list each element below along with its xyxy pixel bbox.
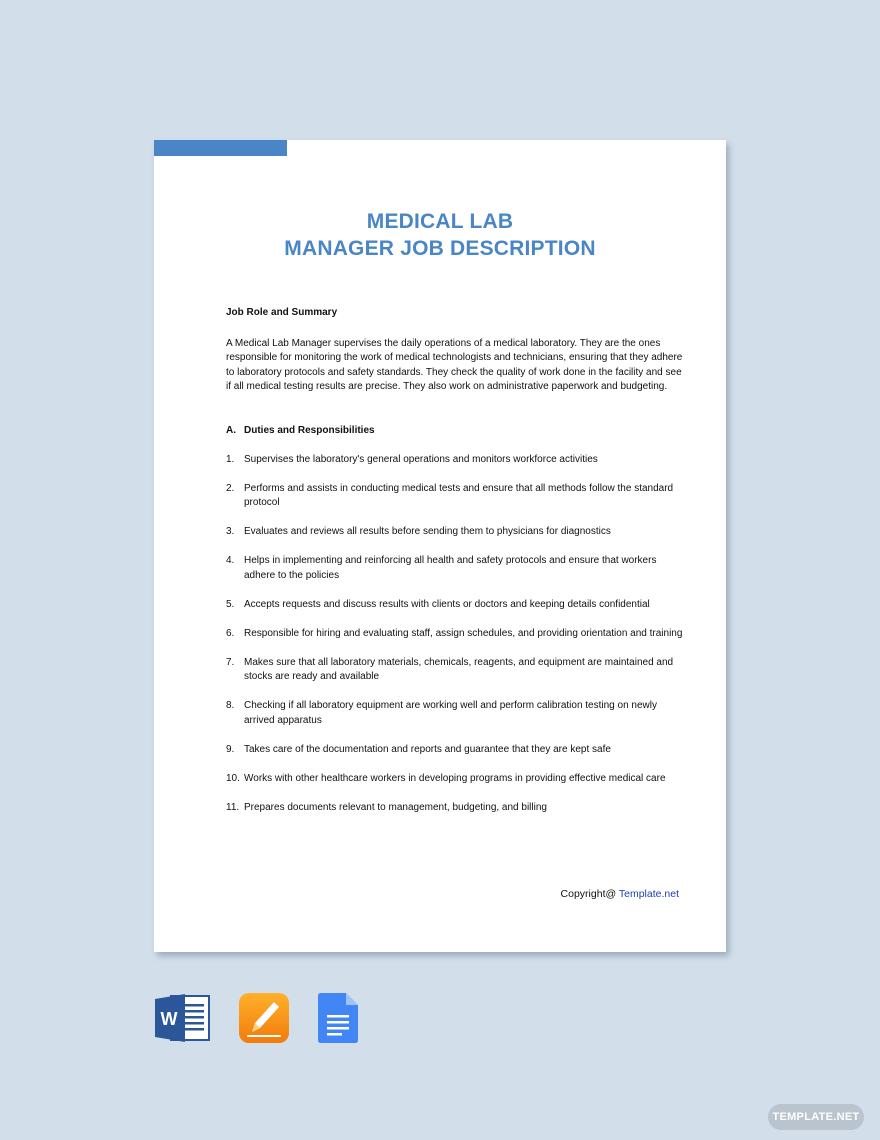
copyright-notice (561, 888, 679, 900)
title-line-2: MANAGER JOB DESCRIPTION (284, 237, 596, 260)
duties-heading (226, 424, 686, 439)
list-text: Accepts requests and discuss results with clients or doctors and keeping details confidential (244, 598, 650, 610)
list-text: Performs and assists in conducting medical tests and ensure that all methods follow the standard protocol (244, 482, 674, 508)
accent-bar (154, 140, 287, 156)
template-net-watermark: TEMPLATE.NET (768, 1104, 864, 1130)
list-item (226, 627, 686, 642)
duties-list (226, 453, 686, 816)
list-text: Helps in implementing and reinforcing all health and safety protocols and ensure that workers adhere to the policies (244, 555, 657, 581)
list-item (226, 525, 686, 540)
document-page (154, 140, 726, 952)
list-number: 11. (226, 801, 240, 813)
list-item (226, 598, 686, 613)
pages-icon[interactable] (239, 993, 289, 1043)
google-docs-icon[interactable] (318, 993, 358, 1043)
summary-paragraph: A Medical Lab Manager supervises the daily operations of a medical laboratory. They are the ones responsible for monitoring the work of medical technologists and technicians, ensuring that they adhere to laboratory protocols and safety standards. They check the quality of work done in the facility and see if all medical testing results are precise. They also work on administrative paperwork and budgeting. (226, 337, 683, 392)
copyright-link[interactable]: Template.net (618, 888, 679, 900)
list-item (226, 801, 686, 816)
duties-letter: A. (226, 424, 236, 436)
list-text: Evaluates and reviews all results before sending them to physicians for diagnostics (244, 526, 611, 537)
document-title (142, 208, 738, 262)
list-number: 3. (226, 526, 235, 537)
list-number: 4. (226, 555, 235, 566)
list-item (226, 743, 686, 758)
word-icon[interactable] (155, 993, 211, 1043)
list-text: Prepares documents relevant to management, budgeting, and billing (244, 801, 547, 813)
document-body (226, 306, 686, 815)
list-number: 10. (226, 772, 240, 784)
list-item (226, 699, 686, 728)
summary-heading: Job Role and Summary (226, 307, 338, 318)
list-item (226, 656, 686, 685)
list-item (226, 482, 686, 511)
list-number: 8. (226, 700, 235, 711)
list-text: Makes sure that all laboratory materials, chemicals, reagents, and equipment are maintained and stocks are ready and available (244, 656, 674, 682)
list-text: Responsible for hiring and evaluating staff, assign schedules, and providing orientation and training (244, 627, 683, 639)
title-line-1: MEDICAL LAB (366, 210, 514, 233)
list-text: Works with other healthcare workers in developing programs in providing effective medical care (244, 772, 666, 784)
list-item (226, 453, 686, 468)
list-number: 5. (226, 598, 235, 610)
list-number: 6. (226, 627, 235, 639)
word-letter: W (160, 1009, 178, 1029)
duties-heading-text: Duties and Responsibilities (244, 424, 375, 436)
list-number: 7. (226, 656, 235, 668)
list-text: Checking if all laboratory equipment are working well and perform calibration testing on newly arrived apparatus (244, 700, 657, 726)
list-text: Supervises the laboratory's general operations and monitors workforce activities (244, 453, 598, 465)
list-number: 2. (226, 482, 235, 494)
list-text: Takes care of the documentation and reports and guarantee that they are kept safe (244, 743, 611, 755)
list-item (226, 772, 686, 787)
list-item (226, 554, 686, 583)
copyright-label: Copyright@ (560, 888, 619, 900)
list-number: 9. (226, 743, 235, 755)
list-number: 1. (226, 453, 235, 465)
